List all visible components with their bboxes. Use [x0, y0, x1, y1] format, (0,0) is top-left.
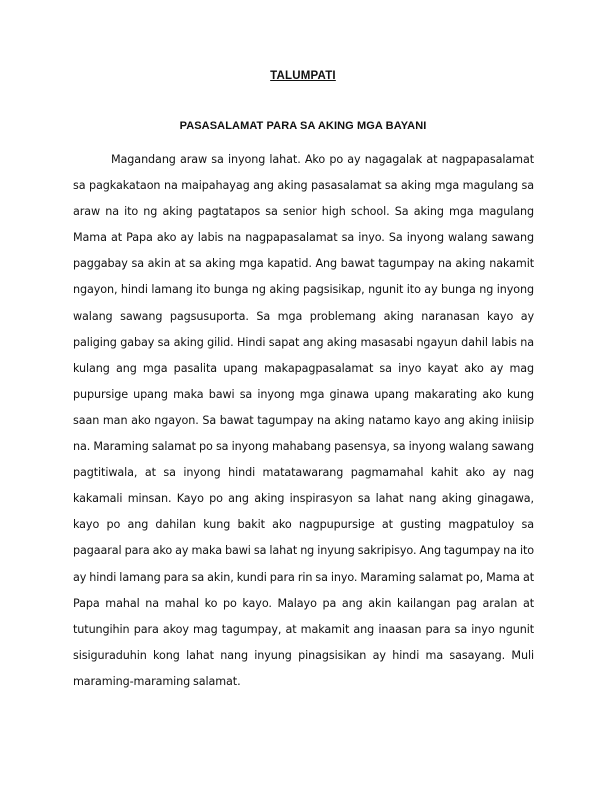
document-subtitle: PASASALAMAT PARA SA AKING MGA BAYANI	[179, 120, 427, 132]
speech-body-paragraph: Magandang araw sa inyong lahat. Ako po ay nagagalak at nagpapasalamat sa pagkakataon na maipahayag ang aking pasasalamat sa aking mga magulang sa araw na ito ng aking pagtatapos sa senior high school. Sa aking mga magulang Mama at Papa ako ay labis na nagpapasalamat sa inyo. Sa inyong walang sawang paggabay sa akin at sa aking mga kapatid. Ang bawat tagumpay na aking nakamit ngayon, hindi lamang ito bunga ng aking pagsisikap, ngunit ito ay bunga ng inyong walang sawang pagsusuporta. Sa mga problemang aking naranasan kayo ay paliging gabay sa aking gilid. Hindi sapat ang aking masasabi ngayun dahil labis na kulang ang mga pasalita upang makapagpasalamat sa inyo kayat ako ay mag pupursige upang maka bawi sa inyong mga ginawa upang makarating ako kung saan man ako ngayon. Sa bawat tagumpay na aking natamo kayo ang aking iniisip na. Maraming salamat po sa inyong mahabang pasensya, sa inyong walang sawang pagtitiwala, at sa inyong hindi matatawarang pagmamahal kahit ako ay nag kakamali minsan. Kayo po ang aking inspirasyon sa lahat nang aking ginagawa, kayo po ang dahilan kung bakit ako nagpupursige at gusting magpatuloy sa pagaaral para ako ay maka bawi sa lahat ng inyung sakripisyo. Ang tagumpay na ito ay hindi lamang para sa akin, kundi para rin sa inyo. Maraming salamat po, Mama at Papa mahal na mahal ko po kayo. Malayo pa ang akin kailangan pag aralan at tutungihin para akoy mag tagumpay, at makamit ang inaasan para sa inyo ngunit sisiguraduhin kong lahat nang inyung pinagsisikan ay hindi ma sasayang. Muli maraming-maraming salamat.	[73, 153, 534, 688]
document-title: TALUMPATI	[270, 70, 336, 82]
